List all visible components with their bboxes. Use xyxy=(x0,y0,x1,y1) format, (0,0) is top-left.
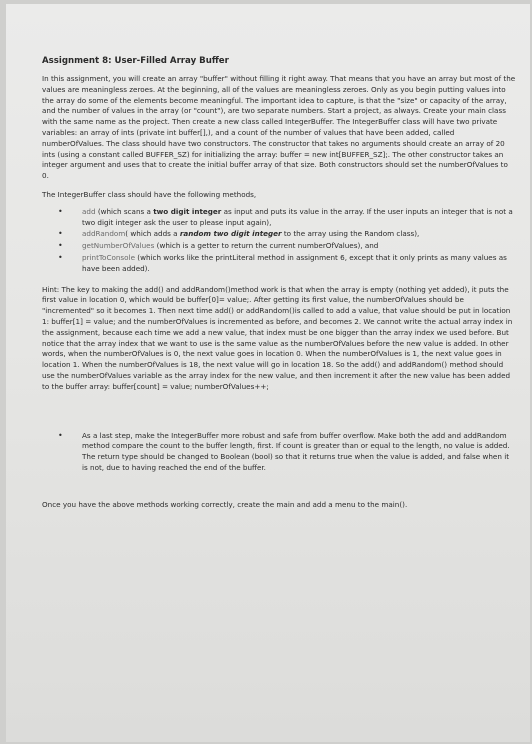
method-item-add xyxy=(56,207,516,229)
method-text-pre: (which scans a xyxy=(95,206,154,216)
intro-paragraph: In this assignment, you will create an array "buffer" without filling it right away. That means that you have an array but most of the values are meaningless zeroes. At the beginning, all of the values are meaningless zeroes. Only as you begin putting values into the array do some of the elements become meaningful. The important idea to capture, is that the "size" or capacity of the array, and the number of values in the array (or "count"), are two separate numbers. Start a project, as always. Create your main class with the same name as the project. Then create a new class called IntegerBuffer. The IntegerBuffer class will have two private variables: an array of ints (private int buffer[],), and a count of the number of values that have been added, called numberOfValues. The class should have two constructors. The constructor that takes no arguments should create an array of 20 ints (using a constant called BUFFER_SZ) for initializing the array: buffer = new int[BUFFER_SZ];. The other constructor takes an integer argument and uses that to create the initial buffer array of that size. Both constructors should set the numberOfValues to 0. xyxy=(42,74,516,181)
methods-list xyxy=(42,207,516,275)
method-emphasis: random two digit integer xyxy=(179,229,282,239)
method-emphasis: two digit integer xyxy=(153,206,222,216)
last-step-text: As a last step, make the IntegerBuffer more robust and safe from buffer overflow. Make both the add and addRandom method compare the count to the buffer length, first. If count is greater than or equal to the length, no value is added. The return type should be changed to Boolean (bool) so that it returns true when the value is added, and false when it is not, due to having reached the end of the buffer. xyxy=(82,430,510,472)
method-item-getnumberofvalues xyxy=(56,241,516,252)
methods-heading: The IntegerBuffer class should have the following methods, xyxy=(42,189,257,199)
method-text-pre: (which works like the printLiteral method in assignment 6, except that it only prints as many values as have been added). xyxy=(82,252,507,273)
document-page xyxy=(6,4,530,742)
bullet-icon: • xyxy=(58,229,63,239)
method-name: addRandom xyxy=(82,229,126,239)
assignment-title: Assignment 8: User-Filled Array Buffer xyxy=(42,56,229,66)
method-text-pre: ( which adds a xyxy=(125,229,180,239)
closing-paragraph: Once you have the above methods working correctly, create the main and add a menu to the main(). xyxy=(42,499,408,509)
method-name: add xyxy=(82,206,96,216)
bullet-icon: • xyxy=(58,241,63,251)
hint-paragraph: Hint: The key to making the add() and addRandom()method work is that when the array is empty (nothing yet added), it puts the first value in location 0, which would be buffer[0]= value;. After getting its first value, the numberOfValues should be "incremented" so it becomes 1. Then next time add() or addRandom()is called to add a value, that value should be put in location 1: buffer[1] = value; and the numberOfValues is incremented as before, and becomes 2. We cannot write the actual array index in the assignment, because each time we add a new value, that index must be one bigger than the array index we used before. But notice that the array index that we want to use is the same value as the numberOfValues before the new value is added. In other words, when the numberOfValues is 0, the next value goes in location 0. When the numberOfValues is 1, the next value goes in location 1. When the numberOfValues is 18, the next value will go in location 18. So the add() and addRandom() method should use the numberOfValues variable as the array index for the new value, and then increment it after the new value has been added to the buffer array: buffer[count] = value; numberOfValues++; xyxy=(42,284,513,391)
method-name: printToConsole xyxy=(82,252,135,262)
bullet-icon: • xyxy=(58,252,63,262)
last-step-list xyxy=(42,431,516,474)
bullet-icon: • xyxy=(58,206,63,216)
method-item-addrandom xyxy=(56,229,516,240)
method-item-printtoconsole xyxy=(56,253,516,275)
method-text-post: as input and puts its value in the array. If the user inputs an integer that is not a two digit integer ask the user to please input again), xyxy=(82,206,513,227)
method-text-post: to the array using the Random class), xyxy=(281,229,420,239)
last-step-item xyxy=(56,431,516,474)
method-name: getNumberOfValues xyxy=(82,241,155,251)
method-text-pre: (which is a getter to return the current numberOfValues), and xyxy=(154,241,379,251)
bullet-icon: • xyxy=(58,430,63,440)
